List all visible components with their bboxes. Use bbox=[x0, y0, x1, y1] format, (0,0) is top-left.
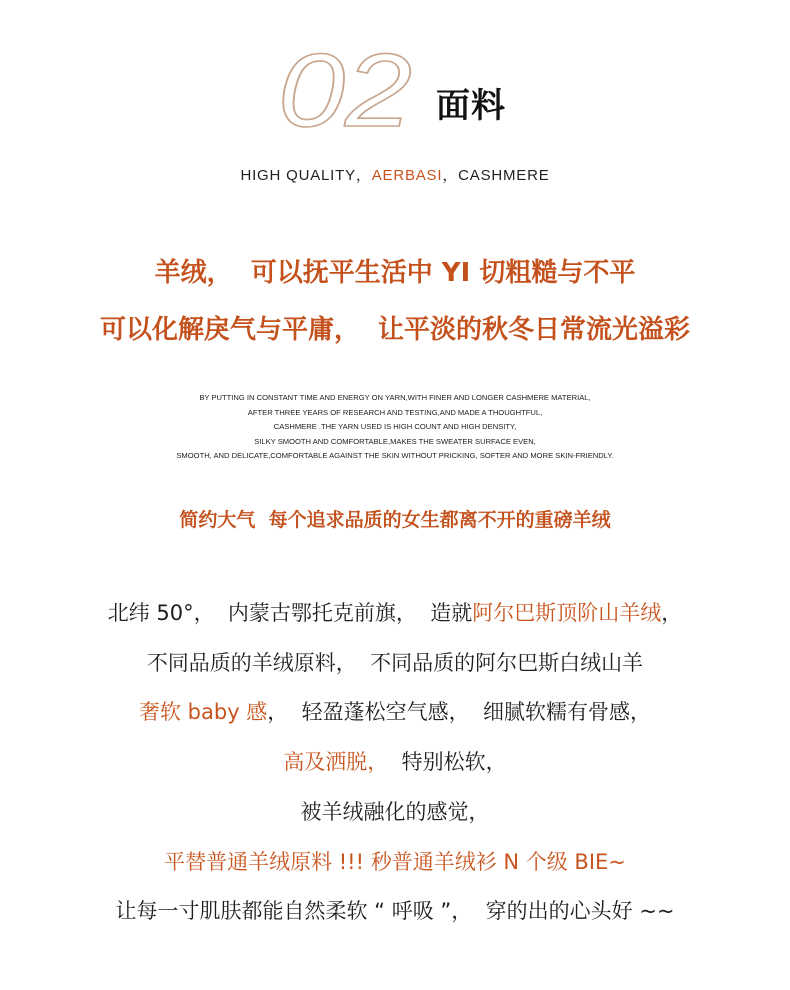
subtitle-brand: AERBASI bbox=[371, 167, 443, 184]
english-line: SILKY SMOOTH AND COMFORTABLE,MAKES THE SWEATER SURFACE EVEN, bbox=[254, 436, 536, 446]
body-line-1-text: 北纬 50°， 内蒙古鄂托克前旗， 造就 bbox=[107, 601, 473, 625]
body-line-3-text: ， 轻盈蓬松空气感， 细腻软糯有骨感， bbox=[267, 700, 651, 724]
headline-line-1: 羊绒， 可以抚平生活中 YI 切粗糙与不平 bbox=[154, 258, 636, 288]
body-line-quality: 不同品质的羊绒原料， 不同品质的阿尔巴斯白绒山羊 bbox=[146, 651, 644, 675]
body-line-6-highlight: 平替普通羊绒原料 !!! 秒普通羊绒衫 N 个级 BIE~ bbox=[164, 850, 626, 874]
body-line-highlight bbox=[0, 846, 790, 876]
subtitle-part1: HIGH QUALITY， bbox=[240, 167, 372, 184]
headline-line-2: 可以化解戾气与平庸， 让平淡的秋冬日常流光溢彩 bbox=[99, 315, 691, 345]
body-line-1-end: ， bbox=[661, 601, 683, 625]
section-number-text: 02 bbox=[278, 40, 412, 132]
english-line: BY PUTTING IN CONSTANT TIME AND ENERGY ON YARN,WITH FINER AND LONGER CASHMERE MATERIAL, bbox=[199, 393, 591, 402]
body-line-1-highlight: 阿尔巴斯顶阶山羊绒 bbox=[472, 601, 662, 625]
body-line-breathe: 让每一寸肌肤都能自然柔软 “ 呼吸 ”， 穿的出的心头好 ~~ bbox=[115, 899, 675, 923]
english-line: SMOOTH, AND DELICATE,COMFORTABLE AGAINST THE SKIN WITHOUT PRICKING, SOFTER AND MORE SKIN-FRIENDLY. bbox=[176, 451, 614, 461]
subtitle-part2: ，CASHMERE bbox=[442, 167, 550, 184]
subtitle bbox=[0, 164, 790, 185]
body-line-origin bbox=[0, 597, 790, 627]
english-line: AFTER THREE YEARS OF RESEARCH AND TESTING,AND MADE A THOUGHTFUL, bbox=[247, 407, 543, 417]
tagline: 简约大气 每个追求品质的女生都离不开的重磅羊绒 bbox=[179, 509, 611, 531]
body-line-softness bbox=[0, 746, 790, 776]
body-line-4-highlight: 高及洒脱， bbox=[283, 750, 389, 774]
section-title: 面料 bbox=[436, 86, 506, 126]
body-line-texture bbox=[0, 696, 790, 726]
section-number bbox=[276, 40, 416, 132]
section-number-graphic bbox=[276, 40, 416, 132]
body-line-melt: 被羊绒融化的感觉， bbox=[300, 800, 490, 824]
body-line-4-text: 特别松软， bbox=[388, 750, 507, 774]
english-paragraph bbox=[0, 391, 790, 464]
body-line-3-highlight: 奢软 baby 感 bbox=[138, 700, 268, 724]
english-line: CASHMERE .THE YARN USED IS HIGH COUNT AND HIGH DENSITY, bbox=[273, 422, 517, 432]
